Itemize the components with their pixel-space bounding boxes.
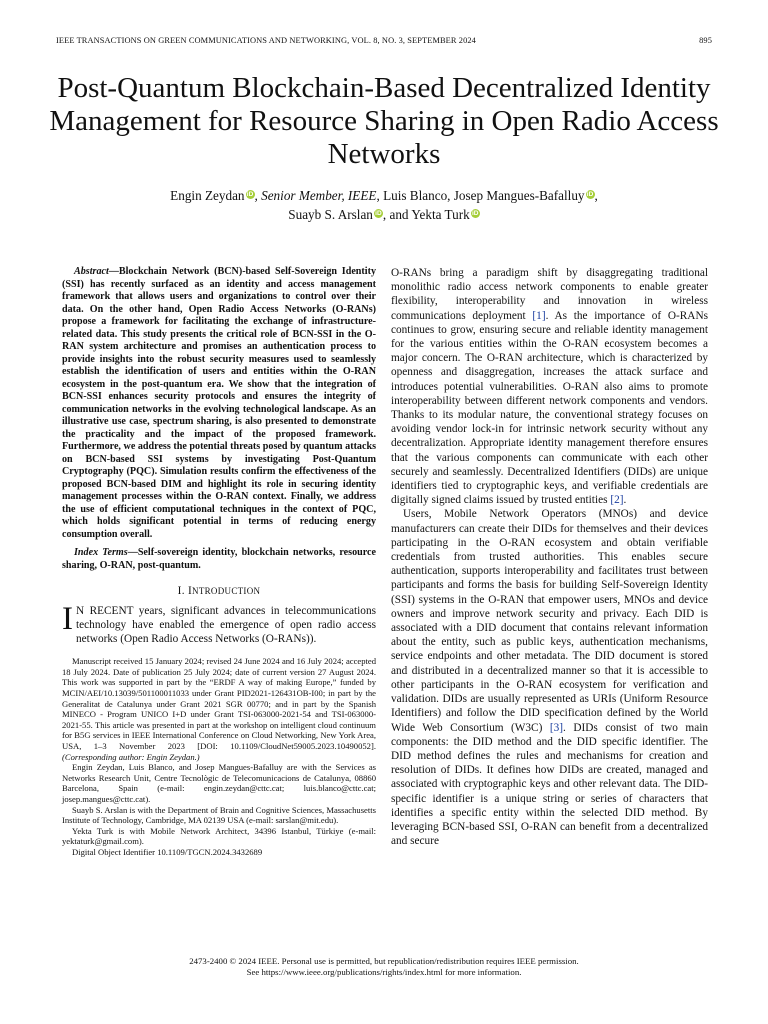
corresponding-author: (Corresponding author: Engin Zeydan.) [62, 751, 200, 762]
left-column [62, 266, 376, 857]
section-title-first: I [187, 585, 193, 597]
abstract [62, 266, 376, 541]
section-title-rest: NTRODUCTION [192, 586, 261, 596]
abstract-text: —Blockchain Network (BCN)-based Self-Sovereign Identity (SSI) has recently surfaced as an identity and access management framework that allows users and organizations to control over their data. On the other hand, Open Radio Access Networks (O-RANs) propose a framework for facilitating the exchange of infrastructure-related data. This study presents the critical role of BCN-SSI in the O-RAN system architecture and promises an authentication process to provide insights into the robust security measures used to seamlessly establish the identification of users and entities within the O-RAN ecosystem in the post-quantum era. We show that the integration of BCN-SSI enhances security protocols and ensures the integrity of communication networks in the evolving technological landscape. As an illustrative use case, spectrum sharing, is also presented to demonstrate the practicality and the impact of the proposed framework. Furthermore, we address the potential threats posed by quantum attacks on BCN-based SSI systems by investigating Post-Quantum Cryptography (PQC). Simulation results confirm the effectiveness of the proposed BCN-based DIM and highlight its role in securing identity management processes within the O-RAN context. Finally, we address the use of efficient computational techniques in the context of PQC, which holds significant potential in terms of reducing energy consumption overall. [62, 266, 376, 540]
copyright-footer [0, 956, 768, 978]
author-line-1 [60, 186, 708, 205]
rights-url-line[interactable]: See https://www.ieee.org/publications/rights/index.html for more information. [246, 967, 522, 977]
author-names: , Luis Blanco, Josep Mangues-Bafalluy [376, 188, 585, 203]
section-heading [62, 585, 376, 599]
body-paragraph [391, 507, 708, 848]
page-number: 895 [699, 36, 712, 45]
author-line-2 [60, 205, 708, 224]
index-terms [62, 547, 376, 572]
footnotes [62, 656, 376, 857]
journal-name: IEEE TRANSACTIONS ON GREEN COMMUNICATIONS AND NETWORKING, VOL. 8, NO. 3, SEPTEMBER 2024 [56, 36, 476, 45]
footnote-affiliation-turk: Yekta Turk is with Mobile Network Architect, 34396 Istanbul, Türkiye (e-mail: yektaturk@gmail.com). [62, 825, 376, 847]
footnote-text: Manuscript received 15 January 2024; revised 24 June 2024 and 16 July 2024; accepted 18 July 2024. Date of publication 25 July 2024; date of current version 27 August 2024. This work was supported in part by the “ERDF A way of making Europe,” funded by MCIN/AEI/10.13039/501100011033 under Grant PID2021-126431OB-I00; in part by the Generalitat de Catalunya under Grant 2021 SGR 00770; and in part by the Spanish MINECO - Program UNICO I+D under Grant TSI-063000-2021-54 and TSI-063000-2021-55. This article was presented in part at the workshop on intelligent cloud continuum for B5G services in IEEE International Conference on Cloud Networking, New York Area, USA, 1–3 November 2023 [DOI: 10.1109/CloudNet59005.2023.10490052]. [62, 656, 376, 751]
body-paragraph [391, 266, 708, 507]
author-block [60, 186, 708, 224]
orcid-icon[interactable]: iD [471, 210, 479, 217]
footnote-affiliation-mit: Suayb S. Arslan is with the Department of Brain and Cognitive Sciences, Massachusetts Institute of Technology, Cambridge, MA 02139 USA (e-mail: sarslan@mit.edu). [62, 804, 376, 826]
body-text: O-RANs bring a paradigm shift by disaggregating traditional monolithic radio access network components to enable greater flexibility, interoperability and innovation in wireless communications deployment [391, 267, 708, 322]
abstract-lead: Abstract [74, 266, 109, 277]
index-terms-lead: Index Terms [74, 547, 128, 558]
section-number: I. [177, 585, 185, 597]
author-names: , and Yekta Turk [382, 207, 470, 222]
citation-link[interactable]: [1] [532, 309, 546, 322]
intro-paragraph [62, 600, 376, 647]
drop-cap: I [62, 600, 73, 637]
running-head [56, 36, 712, 45]
orcid-icon[interactable]: iD [586, 191, 594, 198]
body-text: . As the importance of O-RANs continues to grow, ensuring secure and reliable identity management for the various entities within the O-RAN ecosystem becomes a major concern. The O-RAN architecture, which is characterized by openness and disaggregation, increases the attack surface and introduces potential vulnerabilities. O-RAN also aims to promote interoperability between different network components and vendors. Thanks to its modular nature, the conventional strategy focuses on avoiding vendor lock-in for intrinsic network security without any decentralization. Appropriate identity management therefore ensures that the various components can communicate with each other securely and seamlessly. Decentralized Identifiers (DIDs) are unique identifiers tied to cryptographic keys, and verifiable credentials are digitally signed claims issued by trusted entities [391, 309, 709, 507]
orcid-icon[interactable]: iD [375, 210, 382, 217]
footnote-doi[interactable]: Digital Object Identifier 10.1109/TGCN.2024.3432689 [72, 846, 263, 857]
author-name: Suayb S. Arslan [288, 207, 373, 222]
index-terms-text: —Self-sovereign identity, blockchain networks, resource sharing, O-RAN, post-quantum. [62, 547, 376, 571]
body-text: Users, Mobile Network Operators (MNOs) and device manufacturers can create their DIDs for themselves and their devices participating in the O-RAN ecosystem and obtain verifiable credentials from trusted authorities. This enables secure authentication, supports interoperability and facilitates trust between participants and forms the basis for building Self-Sovereign Identity (SSI) systems in the O-RAN that empower users, MNOs and device owners and improve network security and privacy. Each DID is associated with a DID document that contains relevant information about the entity, such as public keys, authentication mechanisms, service endpoints and other metadata. The DID document is stored and distributed in a decentralized manner so that it is accessible to other participants in the O-RAN ecosystem for verification and validation. DIDs are usually represented as URIs (Uniform Resource Identifiers) and follow the DID specification defined by the World Wide Web Consortium (W3C) [391, 508, 708, 734]
copyright-line: 2473-2400 © 2024 IEEE. Personal use is permitted, but republication/redistribution requires IEEE permission. [189, 956, 579, 966]
citation-link[interactable]: [3] [549, 721, 564, 734]
citation-link[interactable]: [2] [610, 494, 624, 507]
paper-title: Post-Quantum Blockchain-Based Decentralized Identity Management for Resource Sharing in Open Radio Access Networks [49, 72, 719, 170]
right-column [391, 266, 708, 848]
intro-text: N RECENT years, significant advances in telecommunications technology have enabled the emergence of open radio access networks (Open Radio Access Networks (O-RANs)). [76, 604, 376, 645]
author-title: , Senior Member, IEEE [254, 188, 377, 203]
footnote-manuscript [62, 656, 376, 762]
body-text: . [623, 494, 627, 507]
body-text: . DIDs consist of two main components: the DID method and the DID specific identifier. The DID method defines the rules and mechanisms for creation and resolution of DIDs. It defines how DIDs are created, managed and associated with cryptographic keys and other relevant data. The DID-specific identifier is a unique string or series of characters that identifies a specific entity within the selected DID method. By leveraging BCN-based SSI, O-RAN can benefit from a decentralized and secure [391, 721, 709, 848]
author-sep: , [594, 188, 598, 203]
footnote-affiliation-cttc: Engin Zeydan, Luis Blanco, and Josep Mangues-Bafalluy are with the Services as Networks Research Unit, Centre Tecnològic de Telecomunicacions de Catalunya, 08860 Barcelona, Spain (e-mail: engin.zeydan@cttc.cat; luis.blanco@cttc.cat; josep.mangues@cttc.cat). [62, 762, 376, 804]
orcid-icon[interactable]: iD [246, 191, 254, 198]
author-name: Engin Zeydan [170, 188, 245, 203]
